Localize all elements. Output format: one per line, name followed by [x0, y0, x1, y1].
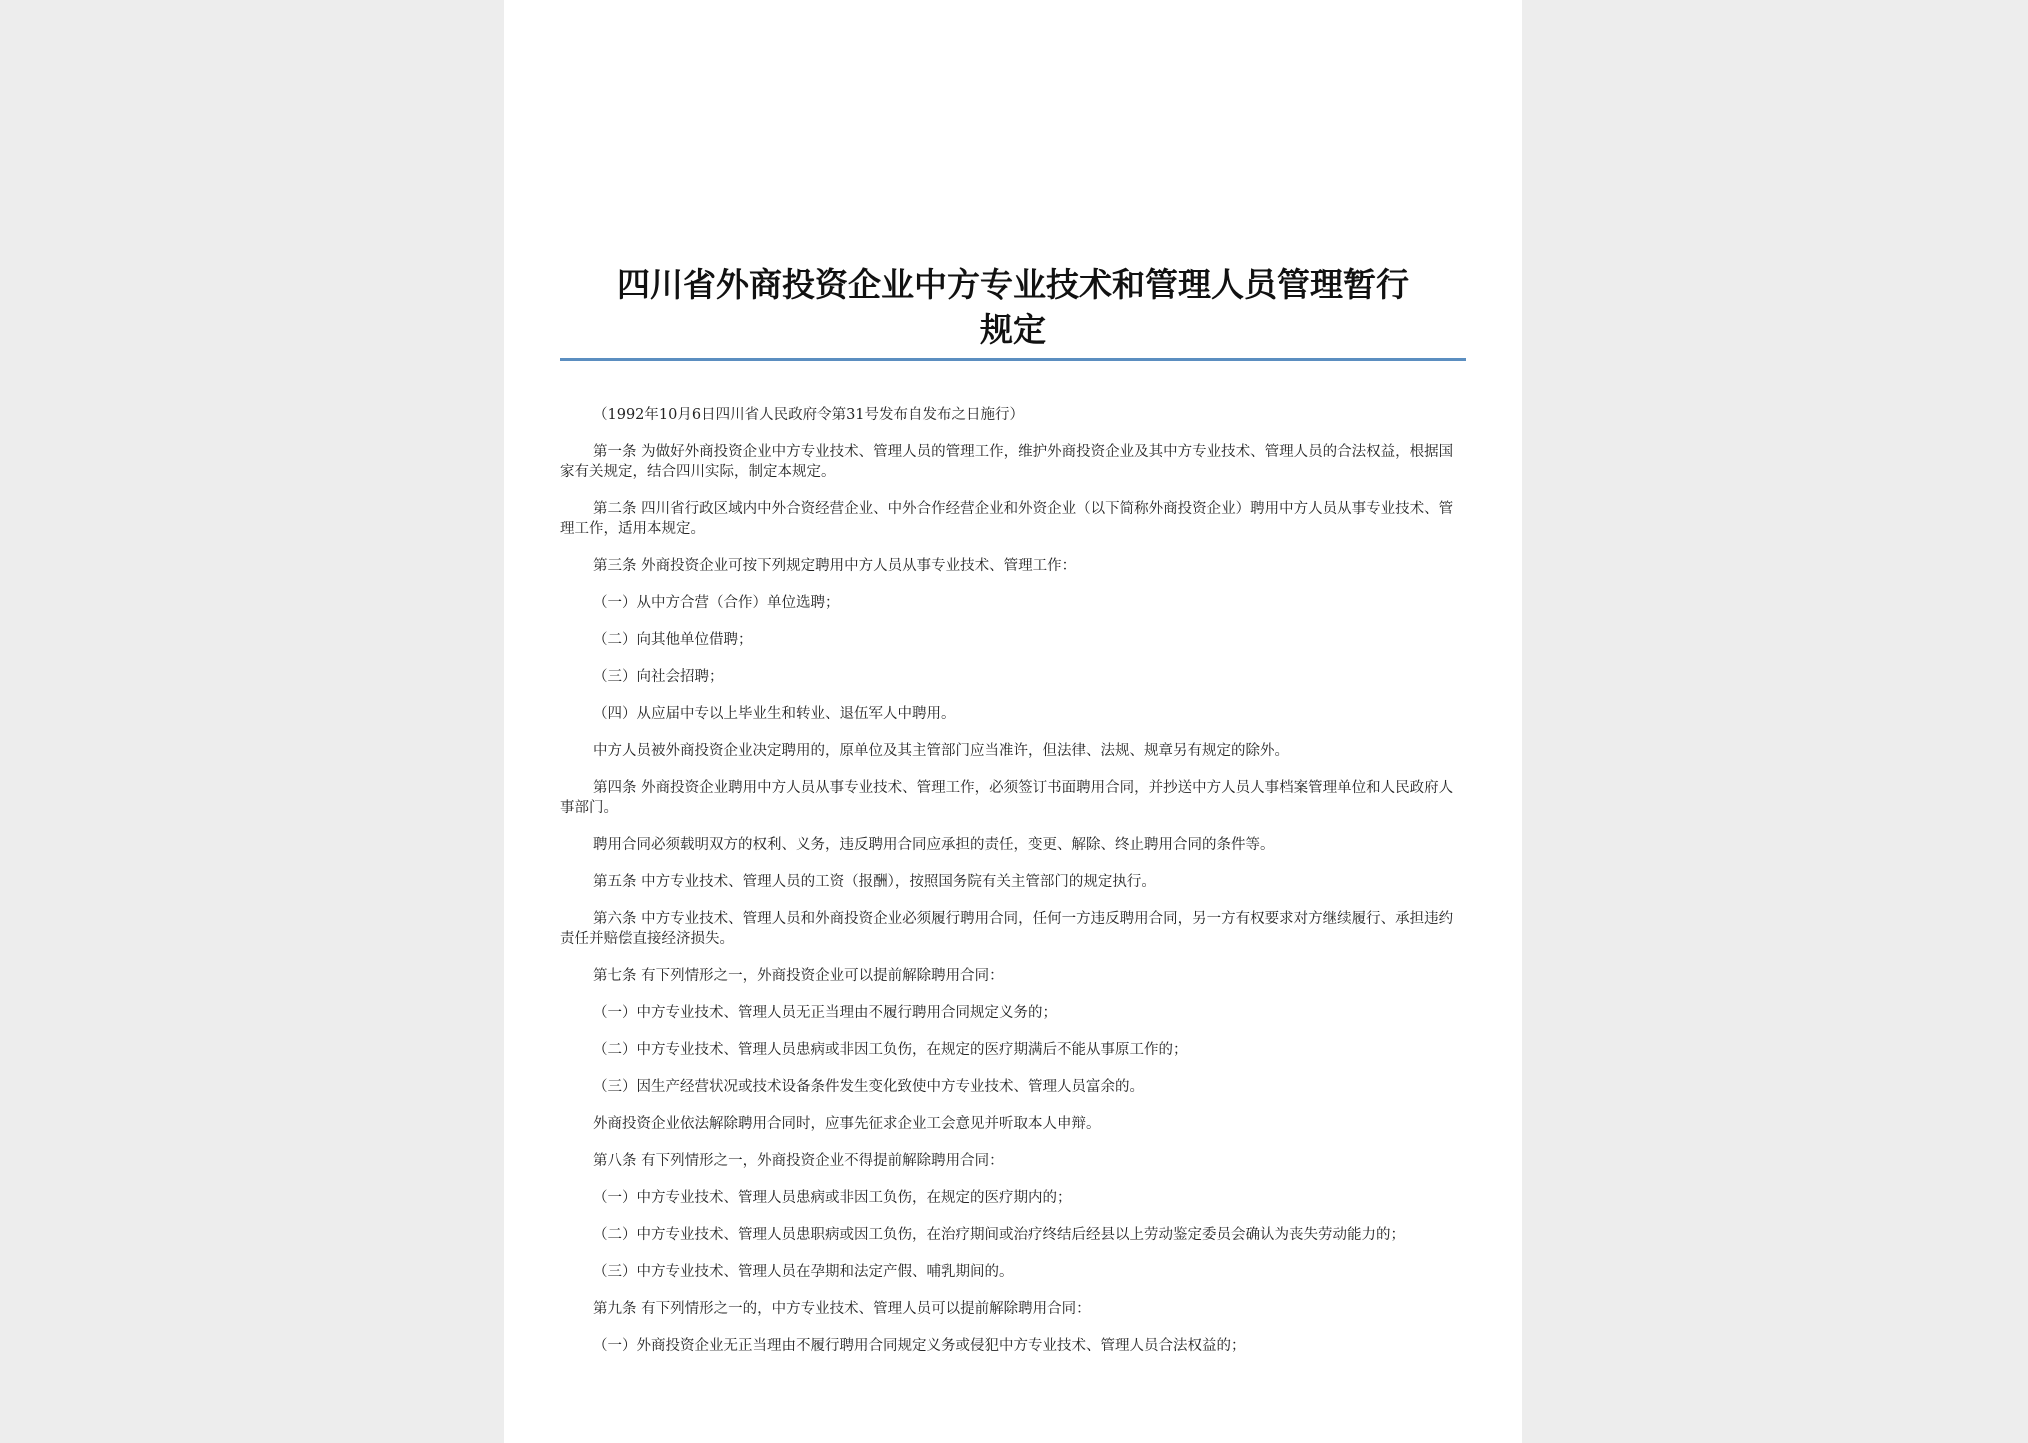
document-body: [560, 405, 1466, 1373]
article-3-note: 中方人员被外商投资企业决定聘用的，原单位及其主管部门应当准许，但法律、法规、规章另有规定的除外。: [593, 743, 1289, 759]
article-3-item-1: （一）从中方合营（合作）单位选聘；: [593, 595, 840, 611]
article-9: 第九条 有下列情形之一的，中方专业技术、管理人员可以提前解除聘用合同：: [593, 1301, 1091, 1317]
article-7-item-1: （一）中方专业技术、管理人员无正当理由不履行聘用合同规定义务的；: [593, 1005, 1057, 1021]
article-7: 第七条 有下列情形之一，外商投资企业可以提前解除聘用合同：: [593, 968, 1004, 984]
document-title: [560, 262, 1466, 352]
issuance-note: （1992年10月6日四川省人民政府令第31号发布自发布之日施行）: [593, 407, 1025, 423]
article-4: 第四条 外商投资企业聘用中方人员从事专业技术、管理工作，必须签订书面聘用合同，并抄送中方人员人事档案管理单位和人民政府人事部门。: [560, 780, 1454, 816]
document-page: [504, 0, 1522, 1443]
article-8-item-1: （一）中方专业技术、管理人员患病或非因工负伤，在规定的医疗期内的；: [593, 1190, 1072, 1206]
article-8-item-3: （三）中方专业技术、管理人员在孕期和法定产假、哺乳期间的。: [593, 1264, 1014, 1280]
article-7-item-3: （三）因生产经营状况或技术设备条件发生变化致使中方专业技术、管理人员富余的。: [593, 1079, 1144, 1095]
article-9-item-1: （一）外商投资企业无正当理由不履行聘用合同规定义务或侵犯中方专业技术、管理人员合法权益的；: [593, 1338, 1246, 1354]
article-3-item-4: （四）从应届中专以上毕业生和转业、退伍军人中聘用。: [593, 706, 956, 722]
article-4-note: 聘用合同必须载明双方的权利、义务，违反聘用合同应承担的责任，变更、解除、终止聘用合同的条件等。: [593, 837, 1275, 853]
article-7-note: 外商投资企业依法解除聘用合同时，应事先征求企业工会意见并听取本人申辩。: [593, 1116, 1101, 1132]
article-5: 第五条 中方专业技术、管理人员的工资（报酬），按照国务院有关主管部门的规定执行。: [593, 874, 1156, 890]
article-8: 第八条 有下列情形之一，外商投资企业不得提前解除聘用合同：: [593, 1153, 1004, 1169]
article-6: 第六条 中方专业技术、管理人员和外商投资企业必须履行聘用合同，任何一方违反聘用合同，另一方有权要求对方继续履行、承担违约责任并赔偿直接经济损失。: [560, 911, 1454, 947]
article-3: 第三条 外商投资企业可按下列规定聘用中方人员从事专业技术、管理工作：: [593, 558, 1077, 574]
article-3-item-2: （二）向其他单位借聘；: [593, 632, 753, 648]
article-3-item-3: （三）向社会招聘；: [593, 669, 724, 685]
title-line-2: 规定: [980, 310, 1046, 349]
article-2: 第二条 四川省行政区域内中外合资经营企业、中外合作经营企业和外资企业（以下简称外商投资企业）聘用中方人员从事专业技术、管理工作，适用本规定。: [560, 501, 1454, 537]
title-line-1: 四川省外商投资企业中方专业技术和管理人员管理暂行: [617, 265, 1409, 304]
title-divider: [560, 358, 1466, 361]
article-7-item-2: （二）中方专业技术、管理人员患病或非因工负伤，在规定的医疗期满后不能从事原工作的；: [593, 1042, 1188, 1058]
article-1: 第一条 为做好外商投资企业中方专业技术、管理人员的管理工作，维护外商投资企业及其中方专业技术、管理人员的合法权益，根据国家有关规定，结合四川实际，制定本规定。: [560, 444, 1454, 480]
article-8-item-2: （二）中方专业技术、管理人员患职病或因工负伤，在治疗期间或治疗终结后经县以上劳动鉴定委员会确认为丧失劳动能力的；: [593, 1227, 1405, 1243]
